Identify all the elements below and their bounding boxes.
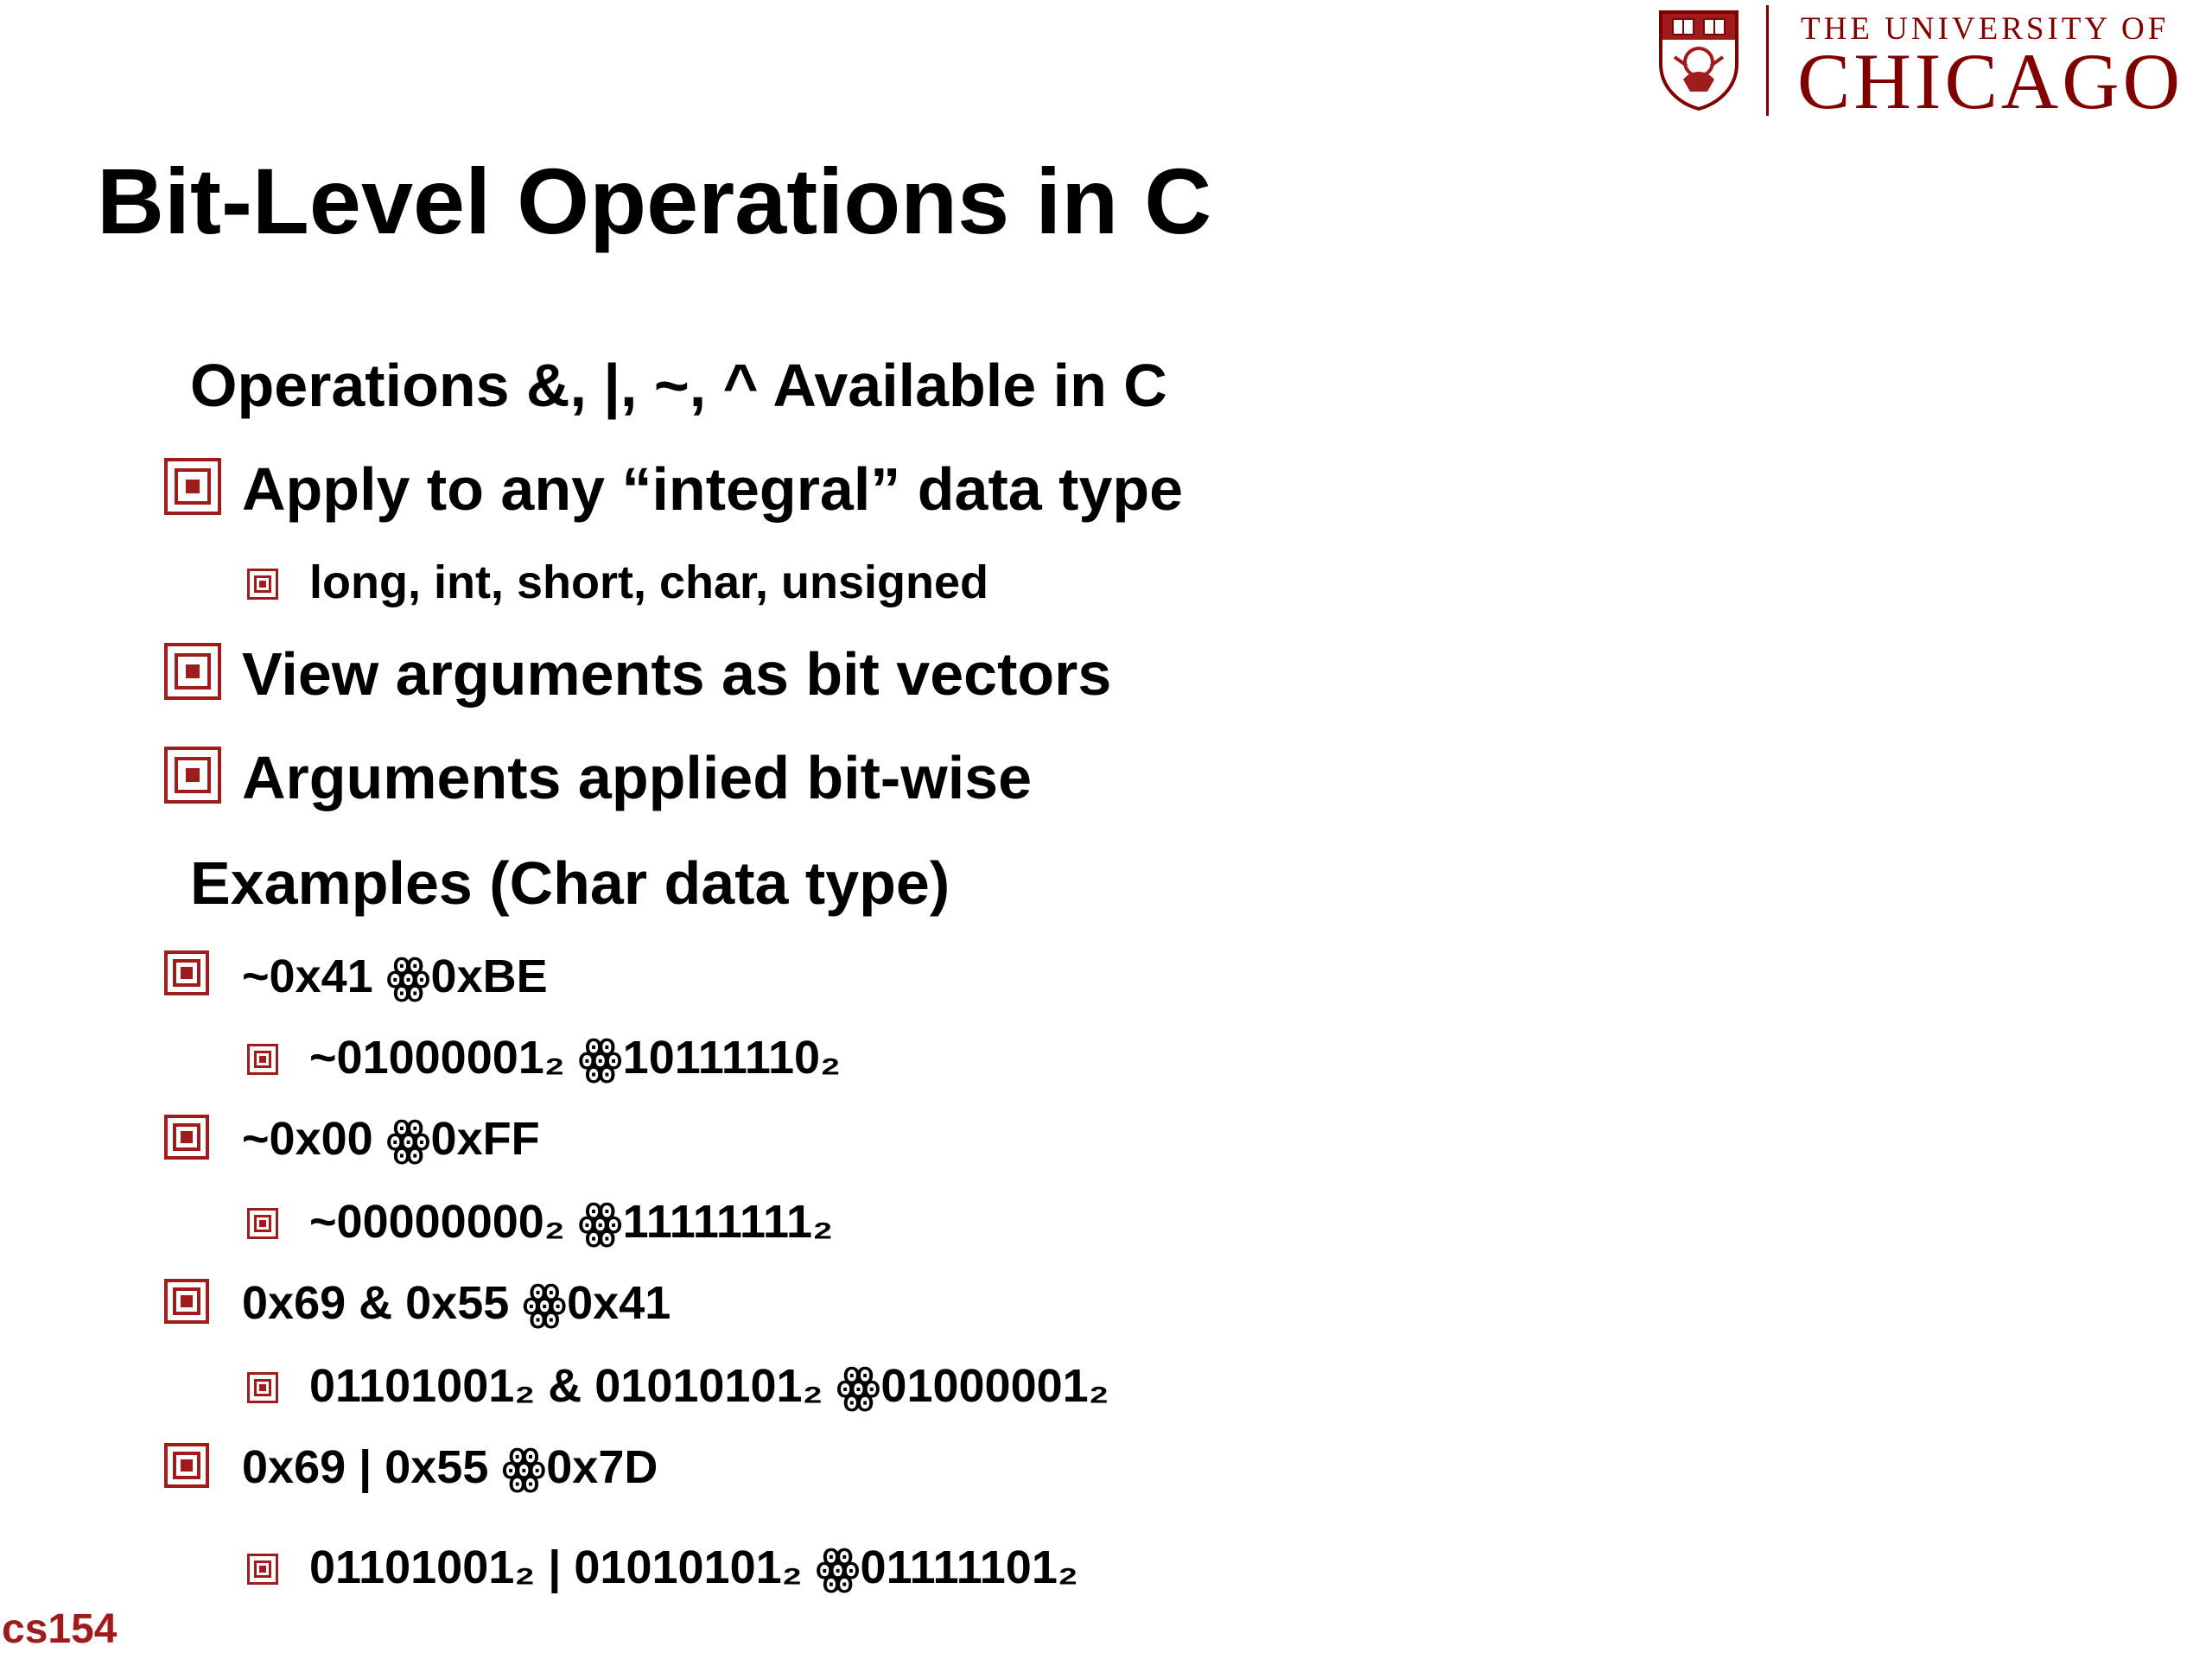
logo-divider	[1766, 5, 1769, 116]
bullet-icon	[247, 1554, 278, 1585]
logo-main-text: CHICAGO	[1797, 37, 2184, 125]
list-item: Apply to any “integral” data type	[242, 455, 1184, 523]
example-item: 0x69 | 0x55 ꙮ0x7D	[242, 1441, 658, 1493]
sub-list-item: long, int, short, char, unsigned	[309, 556, 989, 608]
example-sub-item: 01101001₂ & 01010101₂ ꙮ01000001₂	[309, 1360, 1109, 1412]
bullet-icon	[164, 643, 221, 700]
bullet-icon	[247, 1044, 278, 1075]
bullet-icon	[164, 950, 209, 995]
university-logo	[1657, 5, 2210, 125]
example-sub-item: ~01000001₂ ꙮ10111110₂	[309, 1032, 842, 1084]
example-item: ~0x41 ꙮ0xBE	[242, 950, 548, 1002]
example-item: 0x69 & 0x55 ꙮ0x41	[242, 1277, 671, 1329]
section-heading-operations: Operations &, |, ~, ^ Available in C	[190, 352, 1167, 419]
logo-top-text: THE UNIVERSITY OF	[1801, 11, 2170, 47]
bullet-icon	[164, 1279, 209, 1324]
bullet-icon	[247, 1208, 278, 1239]
example-sub-item: ~00000000₂ ꙮ11111111₂	[309, 1196, 834, 1248]
section-heading-examples: Examples (Char data type)	[190, 849, 950, 917]
bullet-icon	[164, 747, 221, 804]
example-sub-item: 01101001₂ | 01010101₂ ꙮ01111101₂	[309, 1541, 1078, 1593]
university-crest-icon	[1657, 9, 1740, 111]
bullet-icon	[164, 1443, 209, 1488]
bullet-icon	[247, 569, 278, 600]
bullet-icon	[164, 458, 221, 515]
bullet-icon	[164, 1115, 209, 1160]
example-item: ~0x00 ꙮ0xFF	[242, 1113, 540, 1165]
bullet-icon	[247, 1372, 278, 1403]
list-item: View arguments as bit vectors	[242, 640, 1112, 708]
list-item: Arguments applied bit-wise	[242, 744, 1032, 811]
slide-title: Bit-Level Operations in C	[97, 149, 1212, 253]
course-label: cs154	[2, 1606, 118, 1652]
